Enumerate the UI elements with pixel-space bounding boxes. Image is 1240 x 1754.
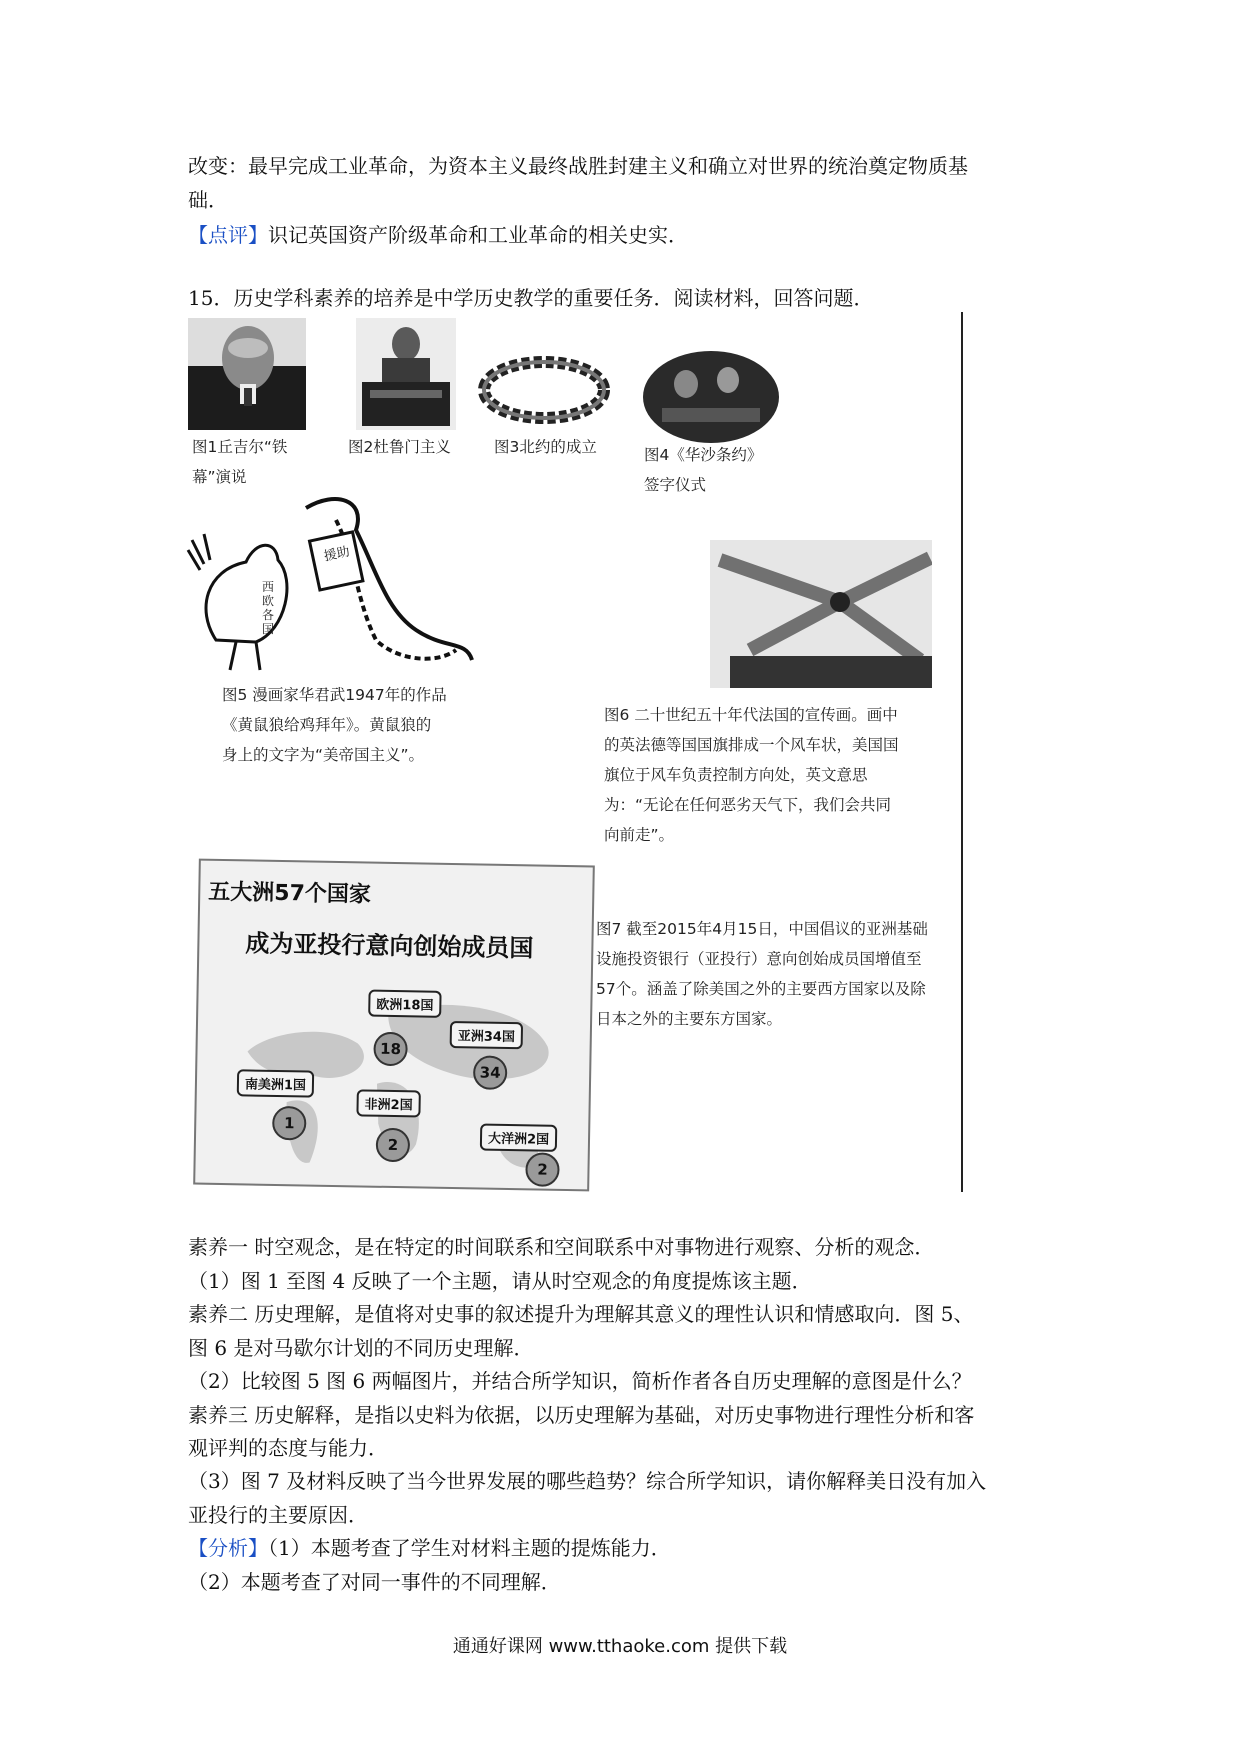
page-footer: 通通好课网 www.tthaoke.com 提供下载 [452,1636,788,1657]
text-line: （1）图 1 至图 4 反映了一个主题，请从时空观念的角度提炼该主题． [188,1269,812,1293]
windmill-poster [710,540,932,688]
aid-sign-label: 援助 [322,544,352,565]
text-line: 改变：最早完成工业革命，为资本主义最终战胜封建主义和确立对世界的统治奠定物质基 [188,154,968,178]
oceania-label: 大洋洲2国 [480,1124,558,1152]
churchill-photo [188,318,306,430]
analysis-tag: 【分析】 [188,1536,268,1560]
text-line: 素养二 历史理解，是值将对史事的叙述提升为理解其意义的理性认识和情感取向．图 5、 [188,1302,974,1326]
warsaw-pact-photo [642,350,780,444]
vertical-rule [961,312,963,1192]
nato-ring-image [478,352,610,428]
fig3-caption: 图3北约的成立 [494,438,597,456]
fig7-caption: 图7 截至2015年4月15日，中国倡议的亚洲基础 设施投资银行（亚投行）意向创始成员国增值至 57个。涵盖了除美国之外的主要西方国家以及除 日本之外的主要东方国家。 [596,920,928,1028]
africa-count-ball: 2 [376,1128,411,1163]
oceania-count-ball: 2 [525,1152,560,1187]
text-line: 亚投行的主要原因． [188,1503,368,1527]
poster-title-2: 成为亚投行意向创始成员国 [245,929,534,963]
asia-count-ball: 34 [473,1055,508,1090]
asia-label: 亚洲34国 [450,1021,524,1049]
europe-label: 欧洲18国 [368,990,442,1018]
south-america-count-ball: 1 [272,1106,307,1141]
analysis-text: （1）本题考查了学生对材料主题的提炼能力． [268,1536,671,1560]
text-line: 图 6 是对马歇尔计划的不同历史理解． [188,1336,534,1360]
fig2-caption: 图2杜鲁门主义 [348,438,451,456]
south-america-label: 南美洲1国 [237,1069,315,1097]
comment-tag: 【点评】 [188,223,268,247]
text-line: 素养一 时空观念，是在特定的时间联系和空间联系中对事物进行观察、分析的观念． [188,1235,935,1259]
weasel-hen-cartoon [186,490,476,680]
text-line: 素养三 历史解释，是指以史料为依据，以历史理解为基础，对历史事物进行理性分析和客 [188,1403,975,1427]
text-line: （2）本题考查了对同一事件的不同理解． [188,1570,561,1594]
text-line: （2）比较图 5 图 6 两幅图片，并结合所学知识，简析作者各自历史理解的意图是什么？ [188,1369,972,1393]
text-line: 础． [188,188,228,212]
analysis-line [188,1534,671,1562]
fig6-caption: 图6 二十世纪五十年代法国的宣传画。画中 的英法德等国国旗排成一个风车状，美国国 旗位于风车负责控制方向处，英文意思 为：“无论在任何恶劣天气下，我们会共同 向前走”。 [604,706,899,844]
question-title: 15．历史学科素养的培养是中学历史教学的重要任务．阅读材料，回答问题． [188,286,874,310]
truman-photo [356,318,456,430]
comment-text: 识记英国资产阶级革命和工业革命的相关史实． [268,223,688,247]
africa-label: 非洲2国 [356,1089,421,1117]
text-line: （3）图 7 及材料反映了当今世界发展的哪些趋势？综合所学知识，请你解释美日没有加入 [188,1469,987,1493]
aiib-poster [193,859,595,1192]
europe-count-ball: 18 [373,1032,408,1067]
fig4-caption: 图4《华沙条约》 签字仪式 [644,446,763,494]
comment-line [188,221,688,249]
fig5-caption: 图5 漫画家华君武1947年的作品 《黄鼠狼给鸡拜年》。黄鼠狼的 身上的文字为“美帝国主义”。 [222,686,447,764]
fig1-caption: 图1丘吉尔“铁 幕”演说 [192,438,288,486]
text-line: 观评判的态度与能力． [188,1436,388,1460]
poster-title-1: 五大洲57个国家 [208,879,372,908]
hen-label: 西欧各国 [262,580,275,636]
